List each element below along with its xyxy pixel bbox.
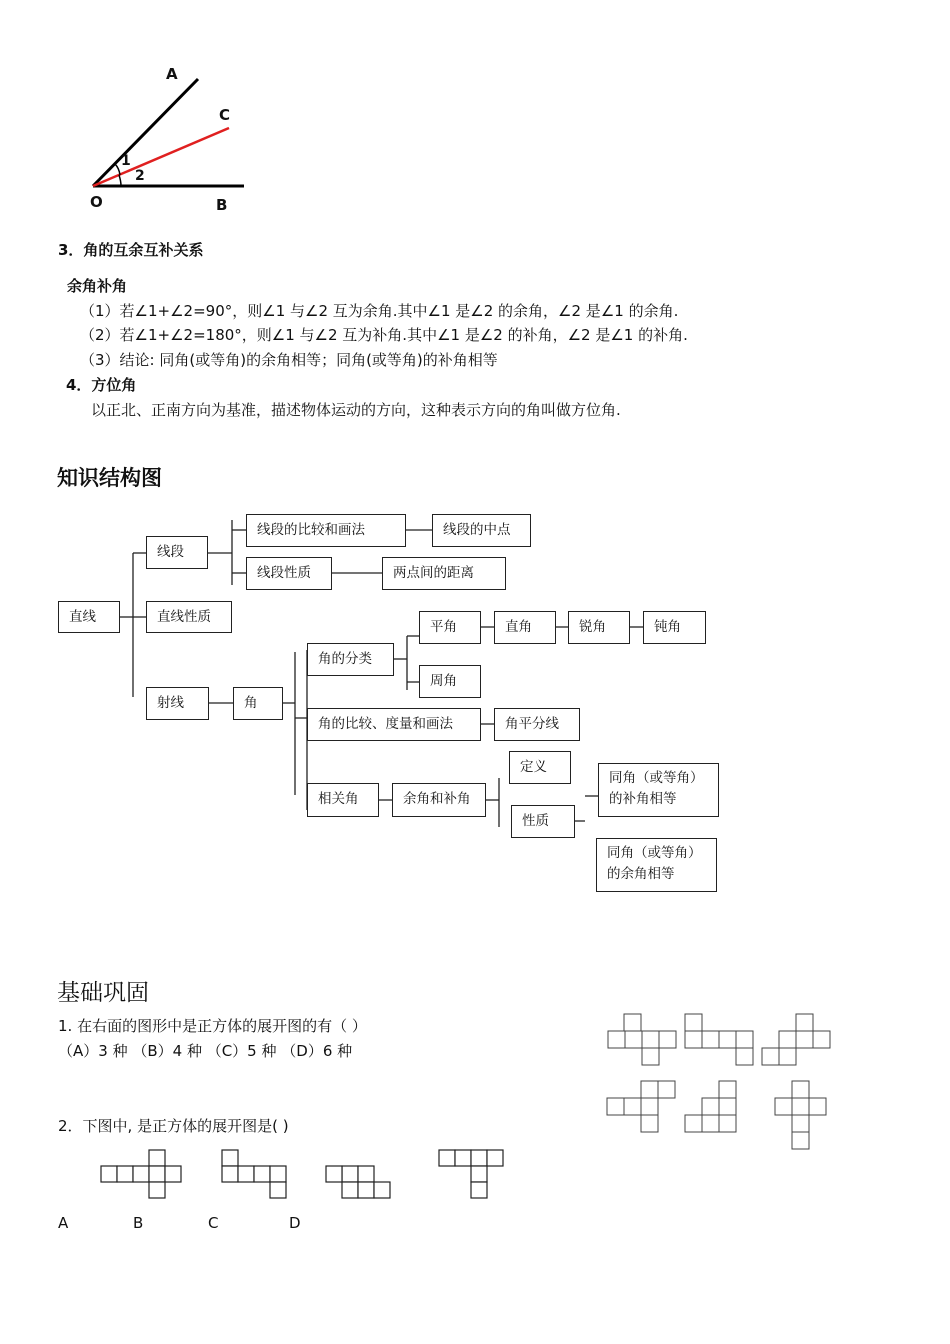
node-right-angle: 直角 <box>494 611 556 644</box>
node-angle: 角 <box>233 687 283 720</box>
section3-item3: （3）结论: 同角(或等角)的余角相等；同角(或等角)的补角相等 <box>80 351 498 369</box>
label-o: O <box>90 193 103 211</box>
node-angle-bisector: 角平分线 <box>494 708 580 741</box>
node-comp-supp: 余角和补角 <box>392 783 486 817</box>
node-line: 直线 <box>58 601 120 633</box>
node-seg-midpoint: 线段的中点 <box>432 514 531 547</box>
node-angle-class: 角的分类 <box>307 643 394 676</box>
node-two-point-distance: 两点间的距离 <box>382 557 506 590</box>
node-supp-equal: 同角（或等角）的补角相等 <box>598 763 719 817</box>
q2-net-b <box>222 1150 286 1198</box>
label-b: B <box>216 196 228 214</box>
label-c: C <box>219 106 231 124</box>
section3-heading: 3．角的互余互补关系 <box>58 241 204 259</box>
structure-heading: 知识结构图 <box>57 466 162 490</box>
node-property: 性质 <box>511 805 575 838</box>
node-seg-property: 线段性质 <box>246 557 332 590</box>
node-comp-equal: 同角（或等角）的余角相等 <box>596 838 717 892</box>
node-seg-compare: 线段的比较和画法 <box>246 514 406 547</box>
section3-subheading: 余角补角 <box>67 277 128 295</box>
node-definition: 定义 <box>509 751 571 784</box>
question-2: 2．下图中, 是正方体的展开图是( ) <box>58 1117 289 1135</box>
node-acute-angle: 锐角 <box>568 611 630 644</box>
section4-heading: 4．方位角 <box>66 376 137 394</box>
node-obtuse-angle: 钝角 <box>643 611 706 644</box>
section3-item2: （2）若∠1+∠2=180°，则∠1 与∠2 互为补角.其中∠1 是∠2 的补角，∠2 是∠1 的补角. <box>80 326 688 344</box>
section4-text: 以正北、正南方向为基准，描述物体运动的方向，这种表示方向的角叫做方位角. <box>91 401 621 419</box>
q2-net-c <box>326 1166 390 1198</box>
node-ray: 射线 <box>146 687 209 720</box>
q2-label-c: C <box>208 1214 219 1232</box>
basics-heading: 基础巩固 <box>57 980 149 1006</box>
q2-label-d: D <box>289 1214 301 1232</box>
q2-net-d <box>439 1150 503 1198</box>
node-related-angles: 相关角 <box>307 783 379 817</box>
q2-net-a <box>101 1150 181 1198</box>
node-round-angle: 周角 <box>419 665 481 698</box>
q2-label-b: B <box>133 1214 144 1232</box>
node-angle-compare: 角的比较、度量和画法 <box>307 708 481 741</box>
q2-label-a: A <box>58 1214 69 1232</box>
node-line-property: 直线性质 <box>146 601 232 633</box>
section3-item1: （1）若∠1+∠2=90°，则∠1 与∠2 互为余角.其中∠1 是∠2 的余角，∠2 是∠1 的余角. <box>80 302 679 320</box>
node-segment: 线段 <box>146 536 208 569</box>
label-a: A <box>166 65 178 83</box>
label-1: 1 <box>121 153 131 169</box>
question-1: 1. 在右面的图形中是正方体的展开图的有（ ） <box>58 1017 367 1035</box>
node-straight-angle: 平角 <box>419 611 481 644</box>
label-2: 2 <box>135 168 145 184</box>
question-1-options: （A）3 种 （B）4 种 （C）5 种 （D）6 种 <box>58 1042 353 1060</box>
